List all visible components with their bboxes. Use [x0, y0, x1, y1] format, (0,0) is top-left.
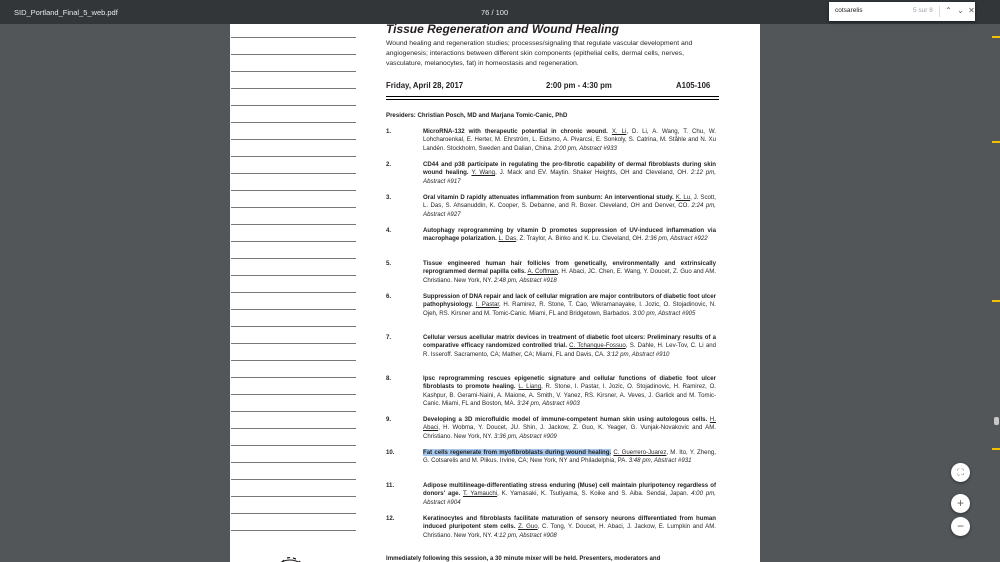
journal-seal-logo	[268, 550, 312, 562]
fit-to-page-icon[interactable]: ⛶	[951, 463, 970, 482]
chevron-up-icon[interactable]: ⌃	[945, 6, 952, 15]
abstract-number: 1.	[386, 128, 392, 135]
file-name: SID_Portland_Final_5_web.pdf	[14, 8, 118, 17]
abstract-number: 3.	[386, 194, 392, 201]
current-page[interactable]: 76	[481, 8, 490, 17]
scrollbar-thumb[interactable]	[994, 417, 999, 425]
find-bar	[829, 2, 975, 21]
scrollbar-track[interactable]	[990, 24, 1000, 562]
abstract-entry: Cellular versus acellular matrix devices in treatment of diabetic foot ulcers: Preliminary results of a comparative efficacy randomized controlled trial. C. Tchanque-Fossuo, S. Dahle, H. Lev-Tov, C. Li and R. Isseroff. Sacramento, CA; Mather, CA; Miami, FL and Davis, CA. 3:12 pm, Abstract #910	[423, 334, 716, 358]
zoom-out-icon[interactable]: −	[951, 517, 970, 536]
find-input[interactable]: cotsarelis	[835, 7, 863, 14]
session-title: Tissue Regeneration and Wound Healing	[386, 24, 619, 36]
abstract-entry: MicroRNA-132 with therapeutic potential in chronic wound. X. Li, D. Li, A. Wang, T. Chu, W. Lohcharoenkal, E. Herter, M. Ehrström, L. Eidsmo, A. Pivarcsi, E. Sonkoly, S. Catrina, M. Ståhle and N. Xu Landén. Stockholm, Sweden and Dalian, China. 2:00 pm, Abstract #933	[423, 128, 716, 152]
abstract-number: 2.	[386, 161, 392, 168]
total-pages: 100	[495, 8, 509, 17]
session-date: Friday, April 28, 2017	[386, 81, 464, 90]
close-icon[interactable]: ✕	[968, 6, 975, 15]
abstract-entry: CD44 and p38 participate in regulating the pro-fibrotic capability of dermal fibroblasts during skin wound healing. Y. Wang, J. Mack and EV. Maytin. Shaker Heights, OH and Cleveland, OH. 2:12 pm, Abstract #917	[423, 161, 716, 185]
page-separator: /	[491, 8, 494, 17]
abstract-entry: Adipose multilineage-differentiating stress enduring (Muse) cell maintain pluripotency regardless of donors' age. T. Yamauchi, K. Yamasaki, K. Tsutiyama, S. Koike and S. Aiba. Sendai, Japan. 4:00 pm, Abstract #904	[423, 482, 716, 506]
page-indicator	[481, 8, 508, 17]
abstract-entry: Fat cells regenerate from myofibroblasts during wound healing. C. Guerrero-Juarez, M. Ito, Y. Zheng, G. Cotsarelis and M. Plikus. Irvine, CA; New York, NY and Philadelphia, PA. 3:48 pm, Abstract #931	[423, 449, 716, 465]
abstract-entry: Tissue engineered human hair follicles from genetically, environmentally and extrinsically reprogrammed dermal papilla cells. A. Coffman, H. Abaci, JC. Chen, E. Wang, Y. Doucet, Z. Guo and AM. Christiano. New York, NY. 2:48 pm, Abstract #918	[423, 260, 717, 284]
search-highlight: Fat cells regenerate from myofibroblasts during wound healing.	[423, 449, 612, 456]
zoom-in-icon[interactable]: +	[951, 494, 970, 513]
find-match-count: 5 sur 8	[913, 7, 933, 14]
abstract-number: 4.	[386, 227, 392, 234]
abstract-entry: Keratinocytes and fibroblasts facilitate maturation of sensory neurons differentiated from human induced pluripotent stem cells. Z. Guo, C. Tong, Y. Doucet, H. Abaci, J. Jackow, E. Lumpkin and AM. Christiano. New York, NY. 4:12 pm, Abstract #908	[423, 515, 716, 539]
session-time: 2:00 pm - 4:30 pm	[546, 81, 612, 90]
abstract-entry: Developing a 3D microfluidic model of immune-competent human skin using autologous cells. H. Abaci, H. Wobma, Y. Doucet, JU. Shin, J. Jackow, Z. Guo, K. Yeager, G. Vunjak-Novakovic and AM. Christiano. New York, NY. 3:36 pm, Abstract #909	[423, 416, 716, 440]
abstract-number: 11.	[386, 482, 395, 489]
abstract-number: 7.	[386, 334, 392, 341]
abstract-number: 10.	[386, 449, 395, 456]
abstract-number: 8.	[386, 375, 392, 382]
abstract-number: 5.	[386, 260, 392, 267]
abstract-entry: Ipsc reprogramming rescues epigenetic signature and cellular functions of diabetic foot ulcer fibroblasts to promote healing. L. Liang, R. Stone, I. Pastar, I. Jozic, O. Stojadinovic, H. Ramirez, O. Kashpur, B. Gerami-Naini, A. Maione, A. Smith, V. Yanez, RS. Kirsner, A. Veves, J. Garlick and M. Tomic-Canic. Miami, FL and Boston, MA. 3:24 pm, Abstract #903	[423, 375, 717, 407]
abstract-entry: Suppression of DNA repair and lack of cellular migration are major contributors of diabetic foot ulcer pathophysiology. I. Pastar, H. Ramirez, R. Stone, T. Cao, Wikramanayake, I. Jozic, O. Stojadinovic, N. Ojeh, RS. Kirsner and M. Tomic-Canic. Miami, FL and Bridgetown, Barbados. 3:00 pm, Abstract #905	[423, 293, 716, 317]
find-divider	[939, 6, 940, 17]
abstract-entry: Autophagy reprogramming by vitamin D promotes suppression of UV-induced inflammation via macrophage polarization. L. Das, Z. Traylor, A. Binko and K. Lu. Cleveland, OH. 2:36 pm, Abstract #922	[423, 227, 716, 243]
divider-line	[386, 99, 719, 100]
chevron-down-icon[interactable]: ⌄	[957, 6, 964, 15]
session-room: A105-106	[676, 81, 711, 90]
search-match-marker	[992, 36, 1000, 38]
search-match-marker	[992, 141, 1000, 143]
abstract-number: 6.	[386, 293, 392, 300]
search-match-marker	[992, 300, 1000, 302]
divider-line	[386, 96, 719, 97]
search-match-marker	[992, 448, 1000, 450]
footer-note: Immediately following this session, a 30 minute mixer will be held. Presenters, moderators and	[386, 555, 661, 562]
pdf-page	[230, 24, 760, 562]
abstract-number: 12.	[386, 515, 395, 522]
abstract-number: 9.	[386, 416, 392, 423]
presiders: Presiders: Christian Posch, MD and Marjana Tomic-Canic, PhD	[386, 112, 568, 119]
session-description: Wound healing and regeneration studies; processes/signaling that regulate vascular development and angiogenesis; interactions between different skin components (epithelial cells, dermal cells, nerves, vasculature, melanocytes, fat) in homeostasis and regeneration.	[386, 40, 693, 67]
abstract-entry: Oral vitamin D rapidly attenuates inflammation from sunburn: An interventional study. K. Lu, J. Scott, L. Das, S. Ahsanuddin, K. Cooper, S. Debanne, and R. Boxer. Cleveland, OH and Denver, CO. 2:24 pm, Abstract #927	[423, 194, 716, 218]
